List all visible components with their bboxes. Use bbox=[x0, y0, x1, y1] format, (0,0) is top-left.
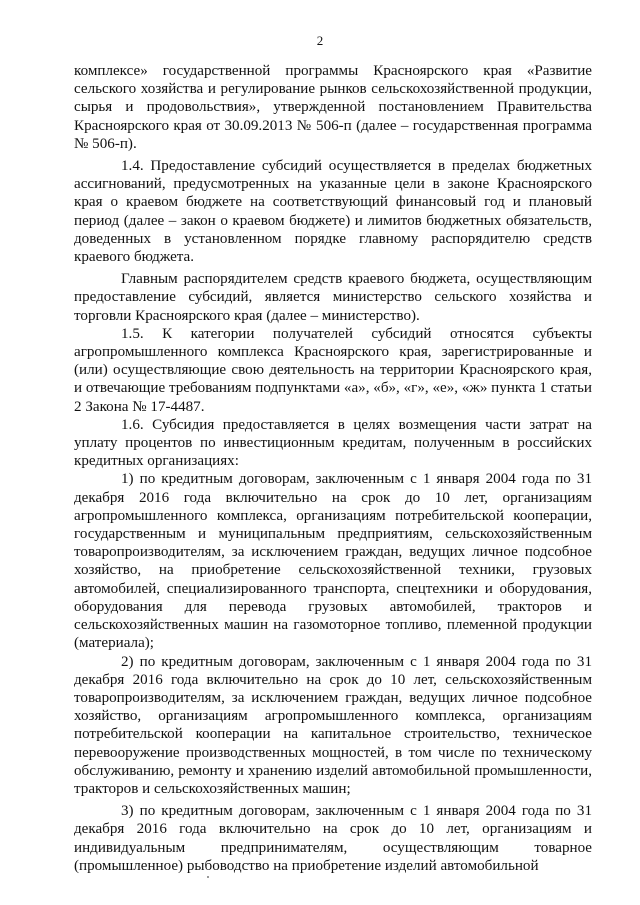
paragraph-1-6: 1.6. Субсидия предоставляется в целях возмещения части затрат на уплату процентов по инвестиционным кредитам, полученным в российских кредитных организациях: bbox=[74, 416, 592, 470]
paragraph-continuation: комплексе» государственной программы Красноярского края «Развитие сельского хозяйства и регулирование рынков сельскохозяйственной продукции, сырья и продовольствия», утвержденной постановлением Правительства Красноярского края от 30.09.2013 № 506-п (далее – государственная программа № 506-п). bbox=[74, 63, 592, 152]
page-number: 2 bbox=[316, 33, 324, 48]
list-item-3: 3) по кредитным договорам, заключенным с 1 января 2004 года по 31 декабря 2016 года включительно на срок до 10 лет, организациям и индивидуальным предпринимателям, осуществляющим товарное (промышленное) рыбоводство на приобретение изделий автомобильной bbox=[74, 803, 592, 874]
paragraph-1-5: 1.5. К категории получателей субсидий относятся субъекты агропромышленного комплекса Красноярского края, зарегистрированные и (или) осуществляющие свою деятельность на территории Красноярского края, и отвечающие требованиям подпунктами «а», «б», «г», «е», «ж» пункта 1 статьи 2 Закона № 17-4487. bbox=[74, 325, 592, 415]
list-item-1: 1) по кредитным договорам, заключенным с 1 января 2004 года по 31 декабря 2016 года включительно на срок до 10 лет, организациям агропромышленного комплекса, организациям потребительской кооперации, государственным и муниципальным предприятиям, сельскохозяйственным товаропроизводителям, за исключением граждан, ведущих личное подсобное хозяйство, на приобретение сельскохозяйственной техники, грузовых автомобилей, специализированного транспорта, спецтехники и оборудования, оборудования для перевода грузовых автомобилей, тракторов и сельскохозяйственных машин на газомоторное топливо, племенной продукции (материала); bbox=[74, 471, 592, 652]
paragraph-1-4: 1.4. Предоставление субсидий осуществляется в пределах бюджетных ассигнований, предусмотренных на указанные цели в законе Красноярского края о краевом бюджете на соответствующий финансовый год и плановый период (далее – закон о краевом бюджете) и лимитов бюджетных обязательств, доведенных в установленном порядке главному распорядителю средств краевого бюджета. bbox=[74, 158, 592, 266]
list-item-2: 2) по кредитным договорам, заключенным с 1 января 2004 года по 31 декабря 2016 года включительно на срок до 10 лет, сельскохозяйственным товаропроизводителям, за исключением граждан, ведущих личное подсобное хозяйство, организациям агропромышленного комплекса, организациям потребительской кооперации на капитальное строительство, техническое перевооружение производственных мощностей, в том числе по техническому обслуживанию, ремонту и хранению изделий автомобильной промышленности, тракторов и сельскохозяйственных машин; bbox=[74, 653, 592, 797]
document-body bbox=[74, 62, 592, 875]
scan-speck bbox=[207, 876, 209, 878]
paragraph-main-distributor: Главным распорядителем средств краевого бюджета, осуществляющим предоставление субсидий, является министерство сельского хозяйства и торговли Красноярского края (далее – министерство). bbox=[74, 271, 592, 324]
